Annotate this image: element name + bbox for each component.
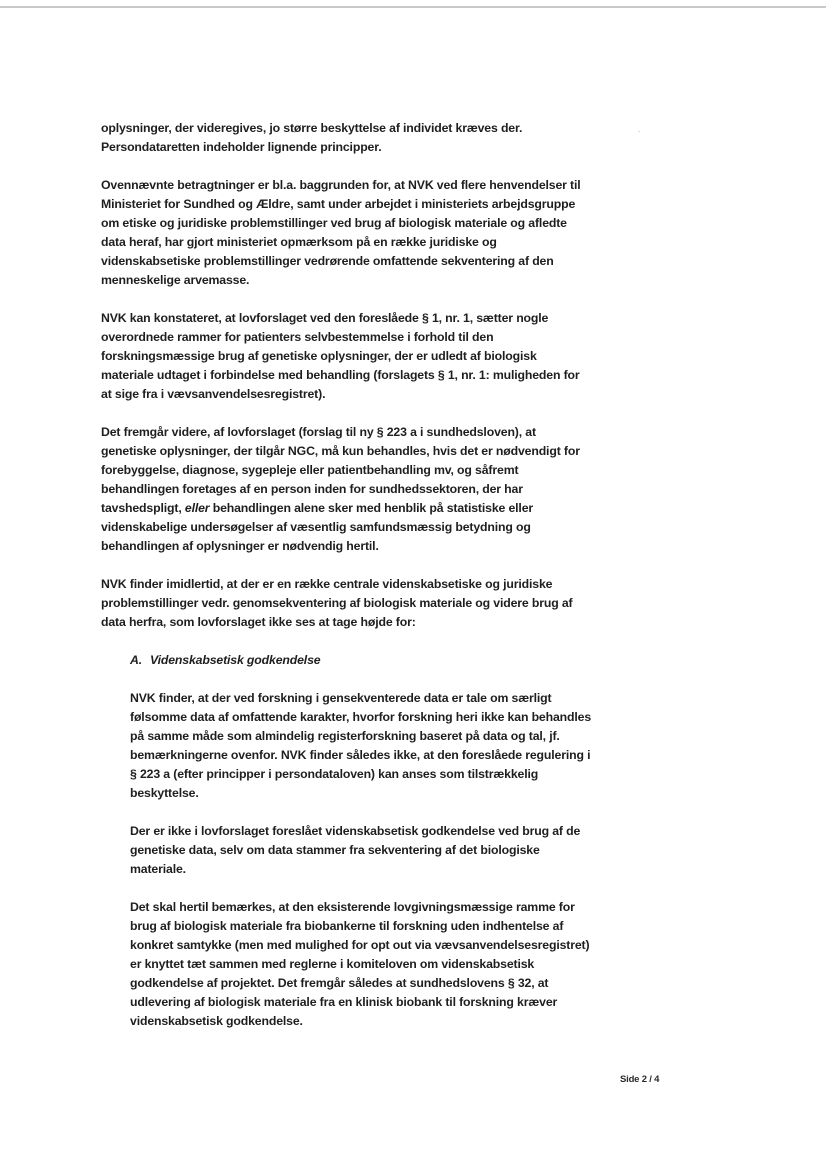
section-a-heading: [130, 651, 595, 670]
section-a-letter: A.: [130, 653, 142, 667]
paragraph-3: NVK kan konstateret, at lovforslaget ved den foreslåede § 1, nr. 1, sætter nogle overordnede rammer for patienters selvbestemmelse i forhold til den forskningsmæssige brug af genetiske oplysninger, der er udledt af biologisk materiale udtaget i forbindelse med behandling (forslagets § 1, nr. 1: muligheden for at sige fra i vævsanvendelsesregistret).: [101, 311, 580, 401]
scan-speck: [638, 131, 640, 132]
document-body: [101, 119, 601, 1050]
paragraph-4-part-a: Det fremgår videre, af lovforslaget (forslag til ny § 223 a i sundhedsloven), at genetiske oplysninger, der tilgår NGC, må kun behandles, hvis det er nødvendigt for forebyggelse, diagnose, sygepleje eller patientbehandling mv, og såfremt behandlingen foretages af en person inden for sundhedssektoren, der har tavshedspligt,: [101, 425, 580, 515]
paragraph-4: [101, 423, 591, 556]
section-a: [130, 651, 595, 1031]
page-number: Side 2 / 4: [620, 1074, 660, 1085]
section-a-paragraph-2: Der er ikke i lovforslaget foreslået videnskabsetisk godkendelse ved brug af de genetiske data, selv om data stammer fra sekventering af det biologiske materiale.: [130, 824, 581, 876]
paragraph-5: NVK finder imidlertid, at der er en række centrale videnskabsetiske og juridiske problemstillinger vedr. genomsekventering af biologisk materiale og videre brug af data herfra, som lovforslaget ikke ses at tage højde for:: [101, 577, 573, 629]
paragraph-4-part-b: behandlingen alene sker med henblik på statistiske eller videnskabelige undersøgelser af væsentlig samfundsmæssig betydning og behandlingen af oplysninger er nødvendig hertil.: [101, 501, 534, 553]
paragraph-1: oplysninger, der videregives, jo større beskyttelse af individet kræves der. Persondataretten indeholder lignende principper.: [101, 121, 523, 154]
paragraph-4-emphasis: eller: [184, 501, 210, 515]
section-a-paragraph-1: NVK finder, at der ved forskning i gensekventerede data er tale om særligt følsomme data af omfattende karakter, hvorfor forskning heri ikke kan behandles på samme måde som almindelig registerforskning baseret på data og tal, jf. bemærkningerne ovenfor. NVK finder således ikke, at den foreslåede regulering i § 223 a (efter principper i persondataloven) kan anses som tilstrækkelig beskyttelse.: [130, 691, 592, 800]
section-a-title: Videnskabsetisk godkendelse: [150, 653, 321, 667]
scan-edge-line: [0, 6, 826, 8]
section-a-paragraph-3: Det skal hertil bemærkes, at den eksisterende lovgivningsmæssige ramme for brug af biologisk materiale fra biobankerne til forskning uden indhentelse af konkret samtykke (men med mulighed for opt out via vævsanvendelsesregistret) er knyttet tæt sammen med reglerne i komiteloven om videnskabsetisk godkendelse af projektet. Det fremgår således at sundhedslovens § 32, at udlevering af biologisk materiale fra en klinisk biobank til forskning kræver videnskabsetisk godkendelse.: [130, 900, 590, 1028]
paragraph-2: Ovennævnte betragtninger er bl.a. baggrunden for, at NVK ved flere henvendelser til Ministeriet for Sundhed og Ældre, samt under arbejdet i ministeriets arbejdsgruppe om etiske og juridiske problemstillinger ved brug af biologisk materiale og afledte data heraf, har gjort ministeriet opmærksom på en række juridiske og videnskabsetiske problemstillinger vedrørende omfattende sekventering af den menneskelige arvemasse.: [101, 178, 581, 287]
